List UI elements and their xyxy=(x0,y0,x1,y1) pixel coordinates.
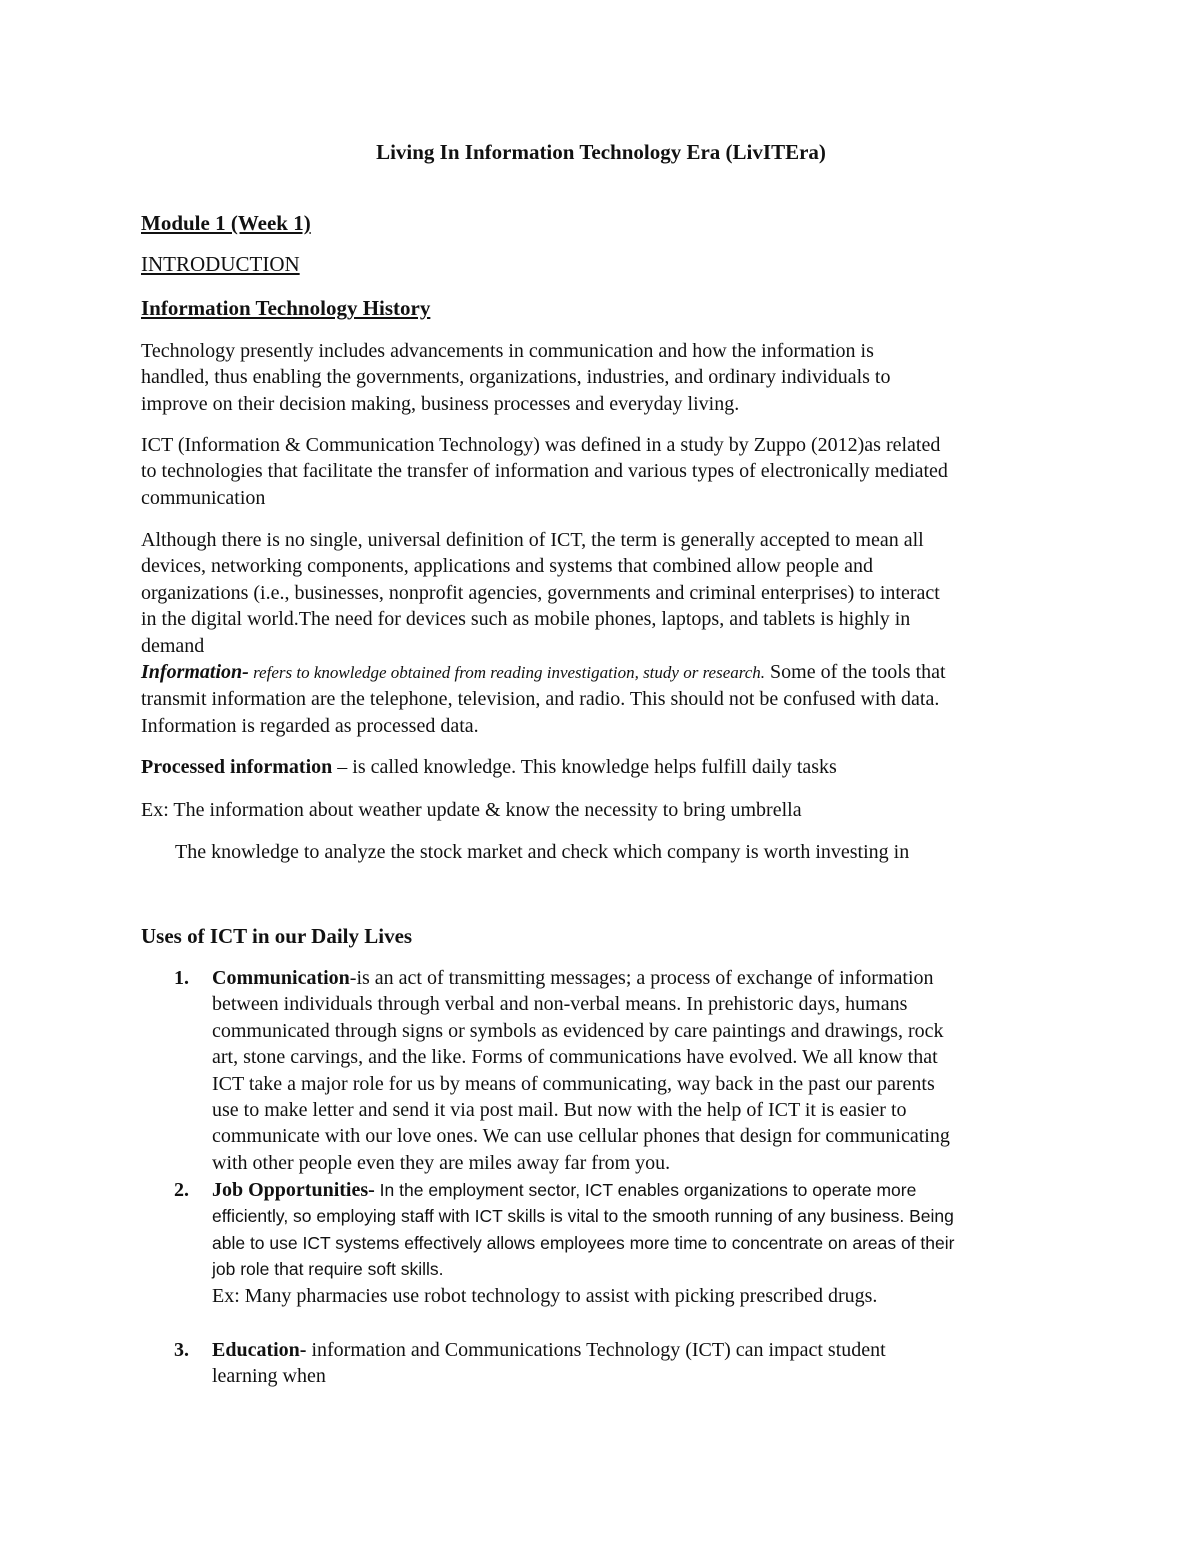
information-rest: Some of the tools that xyxy=(765,661,946,684)
paragraph-line: demand xyxy=(141,634,205,657)
list-item-line xyxy=(212,965,1062,991)
uses-heading: Uses of ICT in our Daily Lives xyxy=(141,924,413,948)
section-heading: INTRODUCTION xyxy=(141,252,300,276)
paragraph-technology xyxy=(141,338,1061,417)
list-item-line: use to make letter and send it via post mail. But now with the help of ICT it is easier to xyxy=(212,1099,907,1122)
list-item-body xyxy=(212,1337,1062,1390)
information-definition: refers to knowledge obtained from reading investigation, study or research. xyxy=(248,663,766,683)
processed-information-line xyxy=(141,754,1061,780)
list-number: 1. xyxy=(174,967,189,989)
list-item-line xyxy=(212,1177,1062,1203)
list-item-line: with other people even they are miles away far from you. xyxy=(212,1151,671,1174)
paragraph-line: Technology presently includes advancements in communication and how the information is xyxy=(141,340,874,362)
list-item-term: Education- xyxy=(212,1339,307,1361)
list-item-line: job role that require soft skills. xyxy=(212,1259,444,1280)
list-item-line: between individuals through verbal and non-verbal means. In prehistoric days, humans xyxy=(212,993,908,1016)
paragraph-line: ICT (Information & Communication Technology) was defined in a study by Zuppo (2012)as related xyxy=(141,434,941,456)
list-number: 2. xyxy=(174,1179,189,1201)
document-title: Living In Information Technology Era (LivITEra) xyxy=(376,140,826,164)
paragraph-ict-universal xyxy=(141,527,1061,739)
example-line: Ex: The information about weather update & know the necessity to bring umbrella xyxy=(141,799,802,821)
paragraph-line: in the digital world.The need for devices such as mobile phones, laptops, and tablets is highly in xyxy=(141,608,911,631)
processed-information-term: Processed information xyxy=(141,756,333,778)
paragraph-line: handled, thus enabling the governments, organizations, industries, and ordinary individuals to xyxy=(141,366,891,389)
paragraph-processed-information xyxy=(141,754,1061,780)
list-item-line: communicated through signs or symbols as evidenced by care paintings and drawings, rock xyxy=(212,1019,944,1042)
processed-information-rest: – is called knowledge. This knowledge helps fulfill daily tasks xyxy=(332,756,837,778)
list-number: 3. xyxy=(174,1339,189,1361)
list-item-text: -is an act of transmitting messages; a process of exchange of information xyxy=(349,967,934,989)
list-item-text: information and Communications Technology (ICT) can impact student xyxy=(306,1339,886,1361)
list-item-line: art, stone carvings, and the like. Forms of communications have evolved. We all know that xyxy=(212,1046,938,1069)
list-item-line xyxy=(212,1337,1062,1363)
paragraph-line: to technologies that facilitate the transfer of information and various types of electronically mediated xyxy=(141,460,948,483)
paragraph-line: Although there is no single, universal definition of ICT, the term is generally accepted to mean all xyxy=(141,529,924,551)
paragraph-line: devices, networking components, applications and systems that combined allow people and xyxy=(141,555,874,578)
information-term: Information- xyxy=(141,661,249,684)
list-item-term: Communication xyxy=(212,967,350,989)
paragraph-line: Information is regarded as processed data. xyxy=(141,714,479,737)
paragraph-line: organizations (i.e., businesses, nonprofit agencies, governments and criminal enterprises) to interact xyxy=(141,581,940,604)
list-item-term: Job Opportunities- xyxy=(212,1179,375,1201)
information-definition-line xyxy=(141,659,1061,686)
list-item-text: In the employment sector, ICT enables organizations to operate more xyxy=(374,1180,917,1200)
list-item-line: able to use ICT systems effectively allows employees more time to concentrate on areas of their xyxy=(212,1232,955,1253)
paragraph-line: communication xyxy=(141,486,266,509)
list-item-body xyxy=(212,965,1062,1176)
subsection-heading: Information Technology History xyxy=(141,296,431,320)
example-weather xyxy=(141,797,1061,823)
paragraph-ict-definition xyxy=(141,432,1061,511)
list-item-line: communicate with our love ones. We can use cellular phones that design for communicating xyxy=(212,1125,950,1148)
example-line: The knowledge to analyze the stock market and check which company is worth investing in xyxy=(175,841,910,863)
list-item-line: learning when xyxy=(212,1365,326,1388)
list-item-line: efficiently, so employing staff with ICT skills is vital to the smooth running of any business. Being xyxy=(212,1206,954,1227)
paragraph-line: improve on their decision making, business processes and everyday living. xyxy=(141,392,740,415)
list-item-line: ICT take a major role for us by means of communicating, way back in the past our parents xyxy=(212,1072,935,1095)
list-item-example: Ex: Many pharmacies use robot technology to assist with picking prescribed drugs. xyxy=(212,1284,878,1307)
module-heading: Module 1 (Week 1) xyxy=(141,211,311,235)
paragraph-line: transmit information are the telephone, television, and radio. This should not be confused with data. xyxy=(141,688,940,711)
example-stock-market xyxy=(175,839,1061,865)
list-item-body xyxy=(212,1177,1062,1309)
